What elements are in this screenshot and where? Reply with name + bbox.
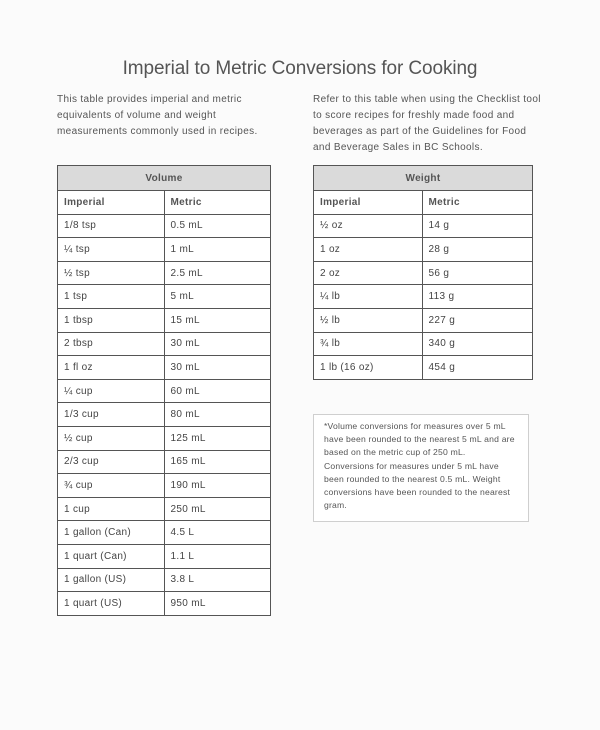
volume-col-metric: Metric bbox=[164, 191, 270, 215]
weight-metric-cell: 227 g bbox=[422, 308, 532, 332]
volume-metric-cell: 165 mL bbox=[164, 450, 270, 474]
volume-metric-cell: 2.5 mL bbox=[164, 261, 270, 285]
volume-imperial-cell: ¼ tsp bbox=[58, 238, 165, 262]
table-row bbox=[58, 403, 271, 427]
volume-imperial-cell: 1 cup bbox=[58, 497, 165, 521]
weight-metric-cell: 113 g bbox=[422, 285, 532, 309]
table-row bbox=[58, 521, 271, 545]
volume-metric-cell: 3.8 L bbox=[164, 568, 270, 592]
volume-imperial-cell: 1/8 tsp bbox=[58, 214, 165, 238]
volume-metric-cell: 1 mL bbox=[164, 238, 270, 262]
table-row bbox=[58, 426, 271, 450]
table-row bbox=[58, 214, 271, 238]
table-row bbox=[314, 356, 533, 380]
volume-imperial-cell: ½ cup bbox=[58, 426, 165, 450]
volume-metric-cell: 250 mL bbox=[164, 497, 270, 521]
volume-imperial-cell: 1 gallon (Can) bbox=[58, 521, 165, 545]
table-row bbox=[58, 356, 271, 380]
volume-imperial-cell: 1 quart (Can) bbox=[58, 544, 165, 568]
weight-table-heading: Weight bbox=[314, 166, 533, 191]
volume-metric-cell: 30 mL bbox=[164, 332, 270, 356]
volume-table bbox=[57, 165, 271, 616]
intro-text-left: This table provides imperial and metric equivalents of volume and weight measurements commonly used in recipes. bbox=[57, 94, 258, 137]
weight-metric-cell: 340 g bbox=[422, 332, 532, 356]
weight-imperial-cell: ¼ lb bbox=[314, 285, 423, 309]
table-row bbox=[58, 332, 271, 356]
weight-imperial-cell: 2 oz bbox=[314, 261, 423, 285]
weight-imperial-cell: 1 lb (16 oz) bbox=[314, 356, 423, 380]
weight-metric-cell: 14 g bbox=[422, 214, 532, 238]
volume-metric-cell: 60 mL bbox=[164, 379, 270, 403]
volume-imperial-cell: 1/3 cup bbox=[58, 403, 165, 427]
footnote: *Volume conversions for measures over 5 mL have been rounded to the nearest 5 mL and are based on the metric cup of 250 mL. Conversions for measures under 5 mL have been rounded to the nearest 0.5 mL. Weight conversions have been rounded to the nearest gram. bbox=[313, 414, 529, 522]
table-row bbox=[314, 261, 533, 285]
volume-imperial-cell: 1 tsp bbox=[58, 285, 165, 309]
weight-imperial-cell: 1 oz bbox=[314, 238, 423, 262]
volume-imperial-cell: ¾ cup bbox=[58, 474, 165, 498]
weight-metric-cell: 28 g bbox=[422, 238, 532, 262]
volume-table-body bbox=[58, 214, 271, 615]
table-row bbox=[58, 568, 271, 592]
volume-metric-cell: 125 mL bbox=[164, 426, 270, 450]
table-row bbox=[314, 308, 533, 332]
volume-metric-cell: 4.5 L bbox=[164, 521, 270, 545]
weight-col-metric: Metric bbox=[422, 191, 532, 215]
volume-imperial-cell: 1 fl oz bbox=[58, 356, 165, 380]
volume-metric-cell: 15 mL bbox=[164, 308, 270, 332]
table-row bbox=[58, 238, 271, 262]
table-row bbox=[58, 261, 271, 285]
intro-text-right: Refer to this table when using the Checklist tool to score recipes for freshly made food and beverages as part of the Guidelines for Food and Beverage Sales in BC Schools. bbox=[313, 94, 541, 153]
table-row bbox=[58, 592, 271, 616]
volume-metric-cell: 0.5 mL bbox=[164, 214, 270, 238]
volume-imperial-cell: 2/3 cup bbox=[58, 450, 165, 474]
table-row bbox=[314, 285, 533, 309]
volume-metric-cell: 5 mL bbox=[164, 285, 270, 309]
volume-metric-cell: 1.1 L bbox=[164, 544, 270, 568]
volume-metric-cell: 950 mL bbox=[164, 592, 270, 616]
table-row bbox=[58, 285, 271, 309]
weight-imperial-cell: ¾ lb bbox=[314, 332, 423, 356]
volume-imperial-cell: 1 quart (US) bbox=[58, 592, 165, 616]
volume-metric-cell: 190 mL bbox=[164, 474, 270, 498]
volume-imperial-cell: 1 gallon (US) bbox=[58, 568, 165, 592]
weight-imperial-cell: ½ lb bbox=[314, 308, 423, 332]
weight-table-body bbox=[314, 214, 533, 379]
volume-metric-cell: 30 mL bbox=[164, 356, 270, 380]
volume-imperial-cell: ¼ cup bbox=[58, 379, 165, 403]
table-row bbox=[58, 497, 271, 521]
page-title: Imperial to Metric Conversions for Cooking bbox=[122, 58, 478, 79]
volume-imperial-cell: 1 tbsp bbox=[58, 308, 165, 332]
table-row bbox=[314, 238, 533, 262]
weight-metric-cell: 454 g bbox=[422, 356, 532, 380]
volume-metric-cell: 80 mL bbox=[164, 403, 270, 427]
table-row bbox=[314, 332, 533, 356]
table-row bbox=[58, 474, 271, 498]
table-row bbox=[58, 379, 271, 403]
table-row bbox=[58, 308, 271, 332]
volume-imperial-cell: 2 tbsp bbox=[58, 332, 165, 356]
volume-table-heading: Volume bbox=[58, 166, 271, 191]
table-row bbox=[58, 544, 271, 568]
table-row bbox=[314, 214, 533, 238]
weight-col-imperial: Imperial bbox=[314, 191, 423, 215]
weight-table bbox=[313, 165, 533, 380]
weight-imperial-cell: ½ oz bbox=[314, 214, 423, 238]
weight-metric-cell: 56 g bbox=[422, 261, 532, 285]
volume-imperial-cell: ½ tsp bbox=[58, 261, 165, 285]
table-row bbox=[58, 450, 271, 474]
volume-col-imperial: Imperial bbox=[58, 191, 165, 215]
